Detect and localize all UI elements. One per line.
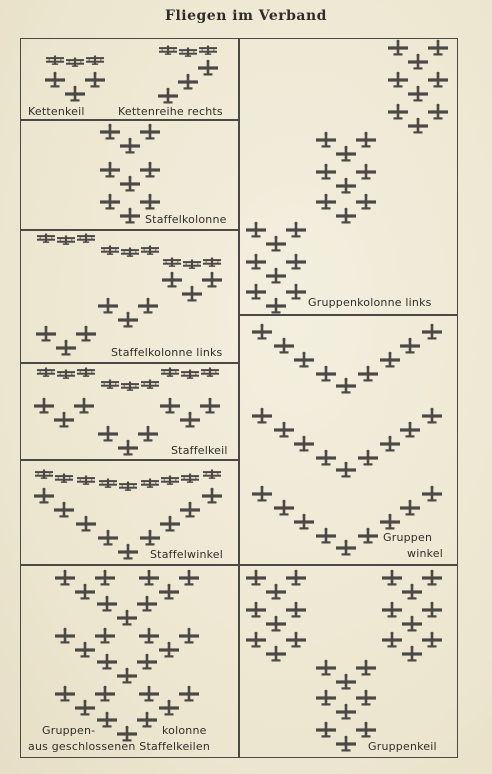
aircraft-icon — [202, 488, 222, 504]
aircraft-icon — [286, 632, 306, 648]
aircraft-icon — [382, 632, 402, 648]
biplane-icon — [101, 246, 119, 255]
aircraft-icon — [246, 254, 266, 270]
biplane-icon — [121, 382, 139, 391]
aircraft-icon — [75, 642, 95, 658]
aircraft-icon — [95, 628, 115, 644]
aircraft-icon — [178, 74, 198, 90]
aircraft-icon — [316, 132, 336, 148]
aircraft-icon — [316, 722, 336, 738]
aircraft-icon — [118, 440, 138, 456]
aircraft-icon — [336, 208, 356, 224]
aircraft-icon — [200, 398, 220, 414]
aircraft-icon — [55, 570, 75, 586]
aircraft-icon — [400, 338, 420, 354]
aircraft-icon — [408, 86, 428, 102]
biplane-icon — [35, 470, 53, 479]
aircraft-icon — [356, 690, 376, 706]
label-staffelkolonne-links: Staffelkolonne links — [111, 346, 223, 359]
aircraft-icon — [246, 284, 266, 300]
aircraft-icon — [356, 164, 376, 180]
aircraft-icon — [428, 40, 448, 56]
aircraft-icon — [137, 596, 157, 612]
label-gruppenkolonne-3: aus geschlossenen Staffelkeilen — [28, 740, 211, 753]
aircraft-icon — [286, 570, 306, 586]
label-gruppen-winkel-2: winkel — [407, 547, 444, 560]
biplane-icon — [77, 368, 95, 377]
aircraft-icon — [98, 426, 118, 442]
aircraft-icon — [158, 88, 178, 104]
aircraft-icon — [140, 530, 160, 546]
biplane-icon — [77, 234, 95, 243]
aircraft-icon — [246, 632, 266, 648]
biplane-icon — [141, 479, 159, 488]
aircraft-icon — [162, 272, 182, 288]
aircraft-icon — [34, 488, 54, 504]
aircraft-icon — [246, 222, 266, 238]
biplane-icon — [159, 46, 177, 55]
aircraft-icon — [422, 408, 442, 424]
aircraft-icon — [422, 486, 442, 502]
aircraft-icon — [100, 162, 120, 178]
aircraft-icon — [316, 450, 336, 466]
aircraft-icon — [388, 72, 408, 88]
biplane-icon — [46, 56, 64, 65]
aircraft-icon — [402, 584, 422, 600]
aircraft-icon — [336, 674, 356, 690]
aircraft-icon — [336, 704, 356, 720]
aircraft-icon — [140, 162, 160, 178]
aircraft-icon — [120, 176, 140, 192]
biplane-icon — [203, 258, 221, 267]
biplane-icon — [201, 368, 219, 377]
aircraft-icon — [400, 500, 420, 516]
label-gruppenkeil: Gruppenkeil — [368, 740, 437, 753]
aircraft-icon — [294, 352, 314, 368]
aircraft-icon — [54, 412, 74, 428]
aircraft-icon — [422, 632, 442, 648]
aircraft-icon — [98, 530, 118, 546]
aircraft-icon — [356, 660, 376, 676]
aircraft-icon — [202, 272, 222, 288]
aircraft-icon — [117, 610, 137, 626]
biplane-icon — [181, 370, 199, 379]
aircraft-icon — [286, 254, 306, 270]
biplane-icon — [163, 258, 181, 267]
label-kettenreihe-rechts: Kettenreihe rechts — [118, 105, 223, 118]
biplane-icon — [203, 470, 221, 479]
aircraft-icon — [266, 584, 286, 600]
aircraft-icon — [286, 284, 306, 300]
biplane-icon — [183, 260, 201, 269]
aircraft-icon — [139, 570, 159, 586]
aircraft-icon — [422, 324, 442, 340]
aircraft-icon — [97, 596, 117, 612]
aircraft-icon — [120, 208, 140, 224]
biplane-icon — [57, 370, 75, 379]
aircraft-icon — [274, 422, 294, 438]
aircraft-icon — [100, 194, 120, 210]
aircraft-icon — [95, 686, 115, 702]
aircraft-icon — [140, 124, 160, 140]
biplane-icon — [119, 482, 137, 491]
aircraft-icon — [428, 72, 448, 88]
biplane-icon — [37, 368, 55, 377]
biplane-icon — [141, 380, 159, 389]
biplane-icon — [55, 474, 73, 483]
biplane-icon — [101, 380, 119, 389]
aircraft-icon — [34, 398, 54, 414]
aircraft-icon — [274, 500, 294, 516]
aircraft-icon — [316, 366, 336, 382]
aircraft-icon — [408, 54, 428, 70]
aircraft-icon — [75, 700, 95, 716]
aircraft-icon — [336, 146, 356, 162]
aircraft-icon — [159, 584, 179, 600]
aircraft-icon — [179, 570, 199, 586]
aircraft-icon — [266, 298, 286, 314]
aircraft-icon — [266, 616, 286, 632]
label-gruppenkolonne-2: kolonne — [162, 724, 207, 737]
aircraft-icon — [336, 736, 356, 752]
aircraft-icon — [336, 462, 356, 478]
aircraft-icon — [120, 138, 140, 154]
aircraft-icon — [198, 60, 218, 76]
biplane-icon — [161, 476, 179, 485]
aircraft-icon — [180, 412, 200, 428]
aircraft-icon — [380, 352, 400, 368]
aircraft-icon — [358, 528, 378, 544]
biplane-icon — [57, 236, 75, 245]
aircraft-icon — [294, 436, 314, 452]
aircraft-icon — [97, 712, 117, 728]
aircraft-icon — [356, 194, 376, 210]
aircraft-icon — [100, 124, 120, 140]
biplane-icon — [179, 48, 197, 57]
aircraft-icon — [55, 686, 75, 702]
aircraft-icon — [316, 164, 336, 180]
aircraft-icon — [139, 628, 159, 644]
aircraft-icon — [402, 646, 422, 662]
aircraft-icon — [137, 712, 157, 728]
aircraft-icon — [180, 502, 200, 518]
aircraft-icon — [75, 584, 95, 600]
label-staffelkeil: Staffelkeil — [171, 444, 228, 457]
aircraft-icon — [400, 422, 420, 438]
biplane-icon — [141, 246, 159, 255]
aircraft-icon — [402, 616, 422, 632]
aircraft-icon — [55, 628, 75, 644]
biplane-icon — [37, 234, 55, 243]
aircraft-icon — [140, 194, 160, 210]
aircraft-icon — [117, 668, 137, 684]
aircraft-icon — [74, 398, 94, 414]
aircraft-icon — [358, 366, 378, 382]
aircraft-icon — [316, 528, 336, 544]
biplane-icon — [66, 58, 84, 67]
aircraft-icon — [428, 104, 448, 120]
aircraft-icon — [179, 686, 199, 702]
biplane-icon — [99, 479, 117, 488]
aircraft-icon — [95, 570, 115, 586]
aircraft-icon — [118, 312, 138, 328]
aircraft-icon — [380, 436, 400, 452]
aircraft-icon — [138, 426, 158, 442]
aircraft-icon — [252, 324, 272, 340]
biplane-icon — [181, 474, 199, 483]
aircraft-icon — [358, 450, 378, 466]
aircraft-icon — [182, 286, 202, 302]
label-gruppenkolonne-links: Gruppenkolonne links — [308, 296, 432, 309]
biplane-icon — [77, 476, 95, 485]
aircraft-icon — [65, 86, 85, 102]
aircraft-icon — [76, 516, 96, 532]
aircraft-icon — [274, 338, 294, 354]
aircraft-icon — [316, 660, 336, 676]
label-gruppenkolonne-1: Gruppen- — [42, 724, 96, 737]
aircraft-icon — [246, 602, 266, 618]
aircraft-icon — [85, 72, 105, 88]
aircraft-icon — [382, 570, 402, 586]
aircraft-icon — [388, 104, 408, 120]
aircraft-icon — [98, 298, 118, 314]
aircraft-icon — [139, 686, 159, 702]
aircraft-icon — [252, 486, 272, 502]
aircraft-icon — [160, 398, 180, 414]
page-title: Fliegen im Verband — [165, 8, 327, 24]
aircraft-icon — [316, 194, 336, 210]
aircraft-icon — [160, 516, 180, 532]
aircraft-icon — [76, 326, 96, 342]
aircraft-icon — [36, 326, 56, 342]
aircraft-icon — [246, 570, 266, 586]
aircraft-icon — [294, 514, 314, 530]
aircraft-icon — [336, 178, 356, 194]
aircraft-icon — [422, 602, 442, 618]
label-staffelkolonne: Staffelkolonne — [145, 213, 227, 226]
aircraft-icon — [179, 628, 199, 644]
aircraft-icon — [159, 700, 179, 716]
aircraft-icon — [97, 654, 117, 670]
aircraft-icon — [286, 602, 306, 618]
biplane-icon — [86, 56, 104, 65]
biplane-icon — [121, 248, 139, 257]
label-gruppen-winkel-1: Gruppen — [383, 531, 433, 544]
aircraft-icon — [118, 544, 138, 560]
aircraft-icon — [137, 654, 157, 670]
aircraft-icon — [286, 222, 306, 238]
aircraft-icon — [380, 514, 400, 530]
aircraft-icon — [159, 642, 179, 658]
label-kettenkeil: Kettenkeil — [28, 105, 85, 118]
aircraft-icon — [422, 570, 442, 586]
aircraft-icon — [408, 118, 428, 134]
aircraft-icon — [388, 40, 408, 56]
aircraft-icon — [54, 502, 74, 518]
aircraft-icon — [336, 378, 356, 394]
aircraft-icon — [336, 540, 356, 556]
aircraft-icon — [252, 408, 272, 424]
aircraft-icon — [266, 268, 286, 284]
aircraft-icon — [382, 602, 402, 618]
aircraft-icon — [56, 340, 76, 356]
aircraft-icon — [266, 236, 286, 252]
label-staffelwinkel: Staffelwinkel — [150, 548, 224, 561]
biplane-icon — [161, 368, 179, 377]
biplane-icon — [199, 46, 217, 55]
aircraft-icon — [138, 298, 158, 314]
aircraft-icon — [356, 132, 376, 148]
aircraft-icon — [316, 690, 336, 706]
aircraft-icon — [356, 722, 376, 738]
aircraft-icon — [45, 72, 65, 88]
aircraft-icon — [266, 646, 286, 662]
